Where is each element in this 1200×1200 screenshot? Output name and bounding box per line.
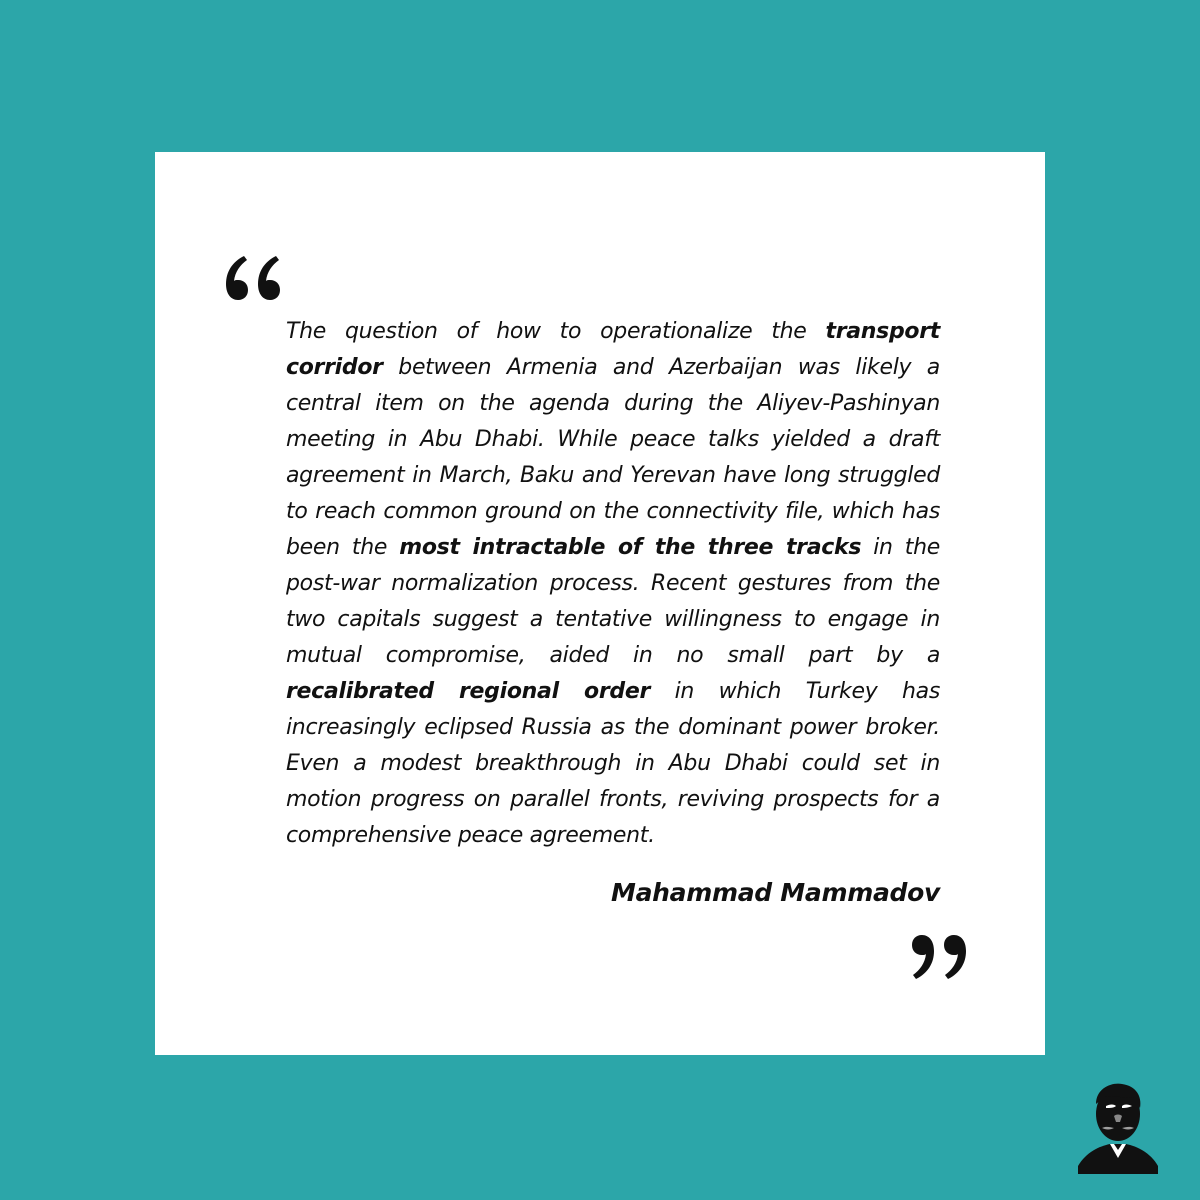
quote-author: Mahammad Mammadov: [611, 878, 940, 907]
quote-emphasis: recalibrated regional order: [286, 679, 651, 704]
quote-segment: between Armenia and Azerbaijan was likely a central item on the agenda during the Aliyev-Pashinyan meeting in Abu Dhabi. While peace talks yielded a draft agreement in March, Baku and Yerevan have long struggled to reach common ground on the connectivity file, which has been the: [286, 355, 940, 560]
quote-text: [286, 314, 940, 854]
quote-emphasis: transport corridor: [286, 319, 940, 380]
close-quote-icon: [908, 933, 974, 985]
open-quote-icon: [218, 250, 284, 302]
quote-emphasis: most intractable of the three tracks: [399, 535, 862, 560]
quote-segment: in the post-war normalization process. Recent gestures from the two capitals suggest a tentative willingness to engage in mutual compromise, aided in no small part by a: [286, 535, 941, 668]
quote-segment: in which Turkey has increasingly eclipsed Russia as the dominant power broker. Even a modest breakthrough in Abu Dhabi could set in motion progress on parallel fronts, reviving prospects for a comprehensive peace agreement.: [286, 679, 941, 848]
quote-segment: The question of how to operationalize the: [286, 319, 826, 344]
portrait-logo-icon: [1076, 1080, 1160, 1174]
